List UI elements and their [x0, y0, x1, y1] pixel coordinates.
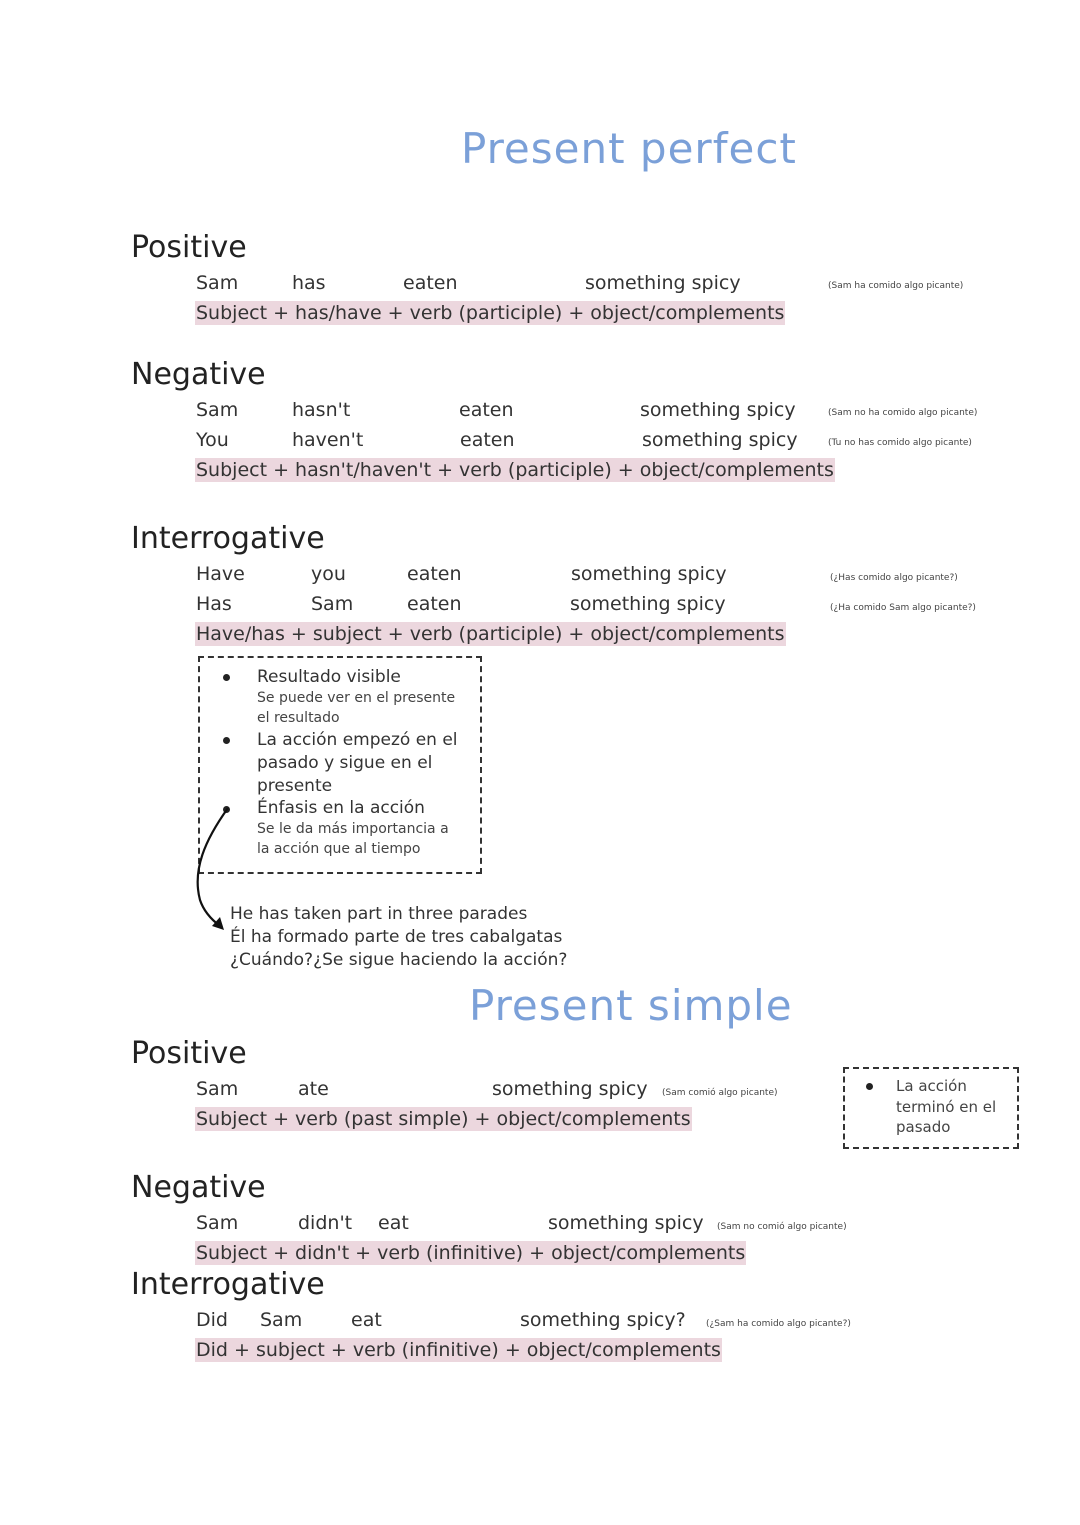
pp-note-title: Énfasis en la acción	[257, 798, 425, 818]
ps-note-text: pasado	[896, 1118, 951, 1136]
pp-int-word: Sam	[311, 593, 354, 615]
ps-pos-word: Sam	[196, 1078, 239, 1100]
pp-int-word: something spicy	[570, 593, 726, 615]
pp-note-title: Resultado visible	[257, 667, 401, 687]
ps-neg-word: something spicy	[548, 1212, 704, 1234]
pp-neg-word: something spicy	[640, 399, 796, 421]
pp-note-text: la acción que al tiempo	[257, 841, 421, 857]
pp-note-title: pasado y sigue en el	[257, 753, 433, 773]
ps-neg-word: eat	[378, 1212, 409, 1234]
ps-int-word: Did	[196, 1309, 228, 1331]
ps-int-formula: Did + subject + verb (infinitive) + object/complements	[196, 1339, 721, 1361]
pp-int-formula: Have/has + subject + verb (participle) + object/complements	[196, 623, 785, 645]
ps-pos-translation: (Sam comió algo picante)	[662, 1088, 778, 1098]
pp-int-word: Have	[196, 563, 245, 585]
pp-positive-heading: Positive	[131, 230, 247, 265]
ps-negative-heading: Negative	[131, 1170, 266, 1205]
pp-interrogative-heading: Interrogative	[131, 521, 325, 556]
ps-int-translation: (¿Sam ha comido algo picante?)	[706, 1319, 851, 1329]
pp-neg-word: eaten	[460, 429, 515, 451]
pp-note-text: Se le da más importancia a	[257, 821, 449, 837]
pp-neg-word: You	[196, 429, 229, 451]
pp-neg-word: eaten	[459, 399, 514, 421]
ps-int-word: Sam	[260, 1309, 303, 1331]
pp-neg-word: Sam	[196, 399, 239, 421]
pp-negative-heading: Negative	[131, 357, 266, 392]
pp-neg-translation: (Tu no has comido algo picante)	[828, 438, 972, 448]
pp-example-es: Él ha formado parte de tres cabalgatas	[230, 927, 563, 947]
pp-neg-word: haven't	[292, 429, 364, 451]
present-simple-title: Present simple	[469, 981, 793, 1030]
ps-neg-translation: (Sam no comió algo picante)	[717, 1222, 847, 1232]
pp-note-title: La acción empezó en el	[257, 730, 458, 750]
pp-neg-word: hasn't	[292, 399, 351, 421]
bullet-dot	[223, 674, 230, 681]
pp-pos-translation: (Sam ha comido algo picante)	[828, 281, 964, 291]
ps-neg-word: Sam	[196, 1212, 239, 1234]
ps-pos-formula: Subject + verb (past simple) + object/complements	[196, 1108, 691, 1130]
pp-int-word: eaten	[407, 563, 462, 585]
pp-int-word: eaten	[407, 593, 462, 615]
pp-example-en: He has taken part in three parades	[230, 904, 528, 924]
ps-interrogative-heading: Interrogative	[131, 1267, 325, 1302]
ps-neg-formula: Subject + didn't + verb (infinitive) + object/complements	[196, 1242, 746, 1264]
pp-note-text: el resultado	[257, 710, 340, 726]
pp-int-translation: (¿Has comido algo picante?)	[830, 573, 958, 583]
pp-pos-word: eaten	[403, 272, 458, 294]
pp-pos-word: has	[292, 272, 326, 294]
ps-int-word: eat	[351, 1309, 382, 1331]
ps-pos-word: something spicy	[492, 1078, 648, 1100]
pp-pos-word: something spicy	[585, 272, 741, 294]
pp-note-text: Se puede ver en el presente	[257, 690, 456, 706]
pp-int-word: Has	[196, 593, 232, 615]
pp-neg-formula: Subject + hasn't/haven't + verb (participle) + object/complements	[196, 459, 834, 481]
ps-positive-heading: Positive	[131, 1036, 247, 1071]
pp-int-word: something spicy	[571, 563, 727, 585]
pp-pos-formula: Subject + has/have + verb (participle) + object/complements	[196, 302, 785, 324]
ps-note-text: terminó en el	[896, 1098, 997, 1116]
ps-pos-word: ate	[298, 1078, 329, 1100]
pp-neg-translation: (Sam no ha comido algo picante)	[828, 408, 978, 418]
pp-note-title: presente	[257, 776, 333, 796]
pp-int-translation: (¿Ha comido Sam algo picante?)	[830, 603, 976, 613]
pp-int-word: you	[311, 563, 346, 585]
pp-pos-word: Sam	[196, 272, 239, 294]
present-perfect-title: Present perfect	[461, 124, 797, 173]
ps-neg-word: didn't	[298, 1212, 353, 1234]
pp-example-question: ¿Cuándo?¿Se sigue haciendo la acción?	[230, 950, 568, 970]
ps-note-text: La acción	[896, 1077, 967, 1095]
ps-int-word: something spicy?	[520, 1309, 686, 1331]
bullet-dot	[866, 1083, 873, 1090]
bullet-dot	[223, 737, 230, 744]
pp-neg-word: something spicy	[642, 429, 798, 451]
